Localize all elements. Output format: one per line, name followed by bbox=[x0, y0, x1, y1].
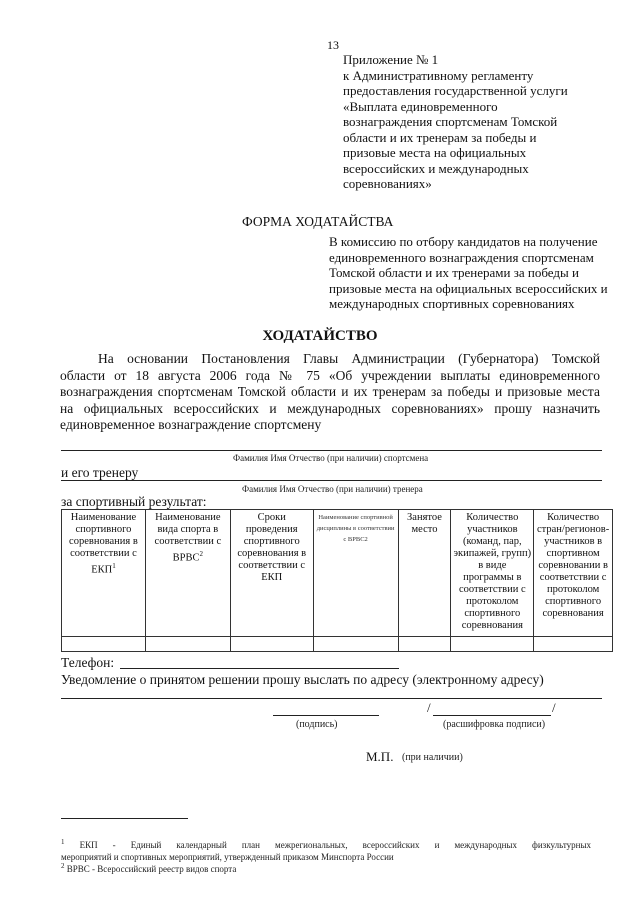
footnote-mark: 1 bbox=[61, 838, 65, 846]
table-cell[interactable] bbox=[230, 637, 313, 652]
results-table bbox=[61, 509, 613, 652]
appendix-line: к Административному регламенту bbox=[343, 67, 534, 83]
coach-name-field[interactable] bbox=[61, 480, 602, 481]
table-cell[interactable] bbox=[62, 637, 146, 652]
petition-paragraph bbox=[60, 351, 600, 434]
paragraph-line: области от 18 августа 2006 года № 75 «Об учреждении выплаты единовременного bbox=[60, 367, 600, 383]
athlete-name-caption: Фамилия Имя Отчество (при наличии) спортсмена bbox=[233, 453, 429, 463]
signature-caption: (подпись) bbox=[296, 719, 338, 730]
header-cell-participants: Количество участников (команд, пар, экипажей, групп) в виде программы в соответствии с протоколом спортивного соревнования bbox=[451, 510, 534, 637]
decryption-field[interactable] bbox=[433, 715, 551, 716]
footnote-1 bbox=[61, 836, 591, 863]
addressee-block bbox=[329, 234, 624, 312]
footnote-text: мероприятий и спортивных мероприятий, утвержденный приказом Минспорта России bbox=[61, 852, 394, 862]
appendix-header bbox=[343, 52, 618, 192]
phone-field[interactable] bbox=[120, 668, 399, 669]
notification-text: Уведомление о принятом решении прошу выслать по адресу (электронному адресу) bbox=[61, 672, 544, 687]
footnote-mark: 2 bbox=[61, 862, 65, 870]
appendix-line: области и их тренерам за победы и bbox=[343, 129, 537, 145]
appendix-line: предоставления государственной услуги bbox=[343, 83, 568, 98]
addressee-line: международных спортивных соревнованиях bbox=[329, 296, 575, 311]
slash-left: / bbox=[427, 700, 431, 715]
footnote-text: ЕКП - Единый календарный план межрегиональных, всероссийских и международных физкультурных bbox=[79, 840, 592, 850]
footnote-text: ВРВС - Всероссийский реестр видов спорта bbox=[66, 864, 237, 874]
slash-right: / bbox=[552, 700, 556, 715]
athlete-name-field[interactable] bbox=[61, 450, 602, 451]
paragraph-line: на официальных всероссийских и международных соревнованиях» прошу назначить bbox=[60, 400, 600, 416]
table-header-row bbox=[62, 510, 613, 637]
table-row bbox=[62, 637, 613, 652]
appendix-line: призовые места на официальных bbox=[343, 145, 527, 160]
table-cell[interactable] bbox=[398, 637, 451, 652]
result-label: за спортивный результат: bbox=[61, 494, 207, 509]
coach-label: и его тренеру bbox=[61, 465, 139, 480]
header-cell-sport: Наименование вида спорта в соответствии с ВРВС$^2$ bbox=[145, 510, 230, 637]
phone-label: Телефон: bbox=[61, 655, 115, 670]
paragraph-line: На основании Постановления Главы Администрации (Губернатора) Томской bbox=[98, 351, 600, 366]
header-cell-dates: Сроки проведения спортивного соревнования в соответствии с ЕКП bbox=[230, 510, 313, 637]
appendix-line: «Выплата единовременного bbox=[343, 98, 498, 114]
decryption-caption: (расшифровка подписи) bbox=[443, 719, 546, 730]
signature-field[interactable] bbox=[273, 715, 379, 716]
table-cell[interactable] bbox=[451, 637, 534, 652]
table-cell[interactable] bbox=[534, 637, 613, 652]
seal-note: (при наличии) bbox=[402, 752, 463, 763]
coach-name-caption: Фамилия Имя Отчество (при наличии) тренера bbox=[242, 484, 423, 494]
table-cell[interactable] bbox=[313, 637, 398, 652]
paragraph-line: единовременное вознаграждение спортсмену bbox=[60, 417, 322, 432]
appendix-line: вознаграждения спортсменам Томской bbox=[343, 114, 558, 129]
header-cell-discipline: Наименование спортивной дисциплины в соответствии с ВРВС2 bbox=[313, 510, 398, 637]
appendix-line: всероссийских и международных bbox=[343, 160, 529, 176]
table-cell[interactable] bbox=[145, 637, 230, 652]
page-number: 13 bbox=[327, 38, 339, 52]
header-cell-place: Занятое место bbox=[398, 510, 451, 637]
addressee-line: Томской области и их тренерами за победы и bbox=[329, 265, 579, 280]
header-cell-countries: Количество стран/регионов-участников в спортивном соревновании в соответствии с протоколом спортивного соревнования bbox=[534, 510, 613, 637]
form-title: ФОРМА ХОДАТАЙСТВА bbox=[242, 214, 394, 229]
appendix-line: Приложение № 1 bbox=[343, 52, 439, 67]
footnote-separator bbox=[61, 818, 188, 819]
document-title: ХОДАТАЙСТВО bbox=[262, 328, 378, 344]
seal-label: М.П. bbox=[366, 749, 394, 764]
address-field[interactable] bbox=[61, 698, 602, 699]
addressee-line: призовые места на официальных всероссийских и bbox=[329, 280, 608, 296]
appendix-line: соревнованиях» bbox=[343, 176, 432, 191]
paragraph-line: вознаграждения спортсменам Томской области и их тренерам за победы и призовые места bbox=[60, 384, 600, 399]
header-cell-competition: Наименование спортивного соревнования в соответствии с ЕКП$^1$ bbox=[62, 510, 146, 637]
addressee-line: В комиссию по отбору кандидатов на получение bbox=[329, 234, 598, 249]
addressee-line: единовременного вознаграждения спортсменам bbox=[329, 249, 594, 265]
footnote-2 bbox=[61, 860, 591, 875]
